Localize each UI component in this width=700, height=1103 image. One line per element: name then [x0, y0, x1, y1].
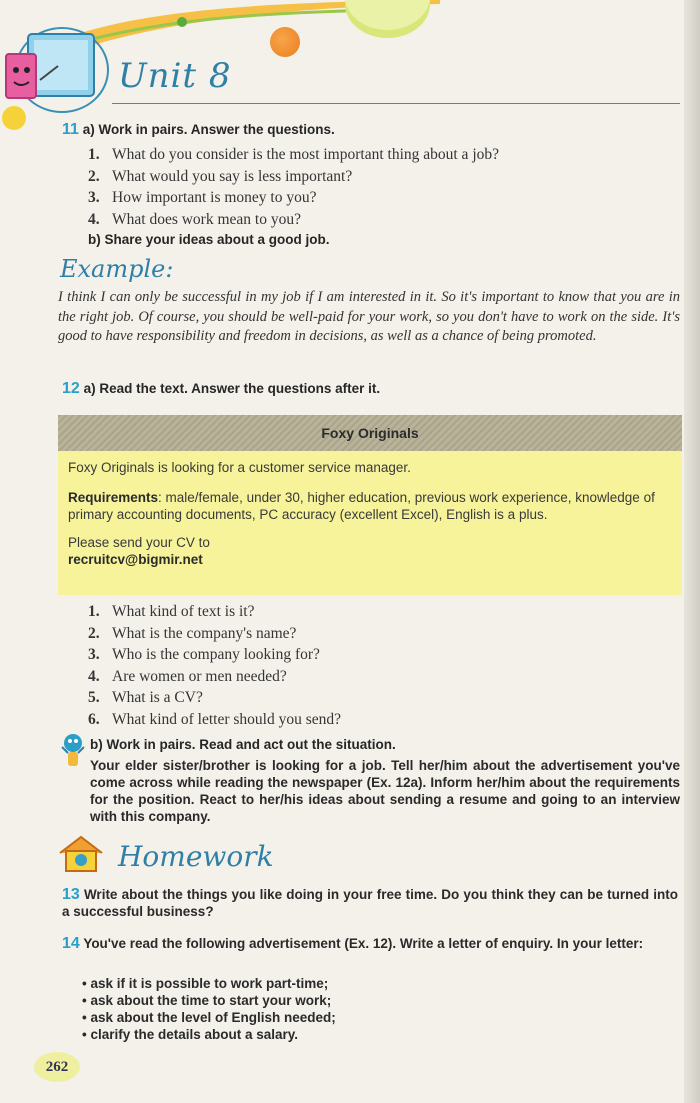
question-number: 1.: [88, 146, 100, 163]
unit-book-icon: [0, 20, 112, 135]
task-14-bullets: [82, 976, 336, 1044]
question-number: 2.: [88, 624, 100, 642]
task-number: 12: [62, 380, 80, 397]
task-13: [62, 886, 678, 920]
question-number: 4.: [88, 210, 100, 228]
task-instruction: a) Work in pairs. Answer the questions.: [82, 122, 335, 137]
question-number: 1.: [88, 603, 100, 620]
list-item: [88, 189, 499, 211]
homework-label: Homework: [118, 840, 274, 873]
list-item: [88, 603, 341, 625]
task-11-header: [62, 121, 335, 139]
homework-house-icon: [56, 833, 106, 873]
ad-requirements-label: Requirements: [68, 489, 159, 505]
pair-work-icon: [58, 733, 88, 773]
ad-send-text: Please send your CV to: [68, 534, 210, 550]
list-item: • clarify the details about a salary.: [82, 1027, 299, 1042]
list-item: [88, 646, 341, 668]
task-number: 11: [62, 121, 79, 138]
question-number: 3.: [88, 189, 100, 206]
task-number: 14: [62, 935, 80, 952]
ad-requirements: [68, 489, 672, 524]
question-text: Who is the company looking for?: [112, 646, 320, 663]
ad-title: Foxy Originals: [58, 415, 682, 451]
question-text: What is the company's name?: [112, 624, 297, 642]
task-11-b-instruction: b) Share your ideas about a good job.: [88, 232, 330, 247]
question-text: Are women or men needed?: [112, 667, 287, 685]
ad-intro: Foxy Originals is looking for a customer service manager.: [68, 460, 411, 475]
task-13-text: Write about the things you like doing in your free time. Do you think they can be turned into a successful business?: [62, 887, 678, 919]
list-item: [88, 689, 341, 711]
question-number: 5.: [88, 689, 100, 706]
list-item: • ask about the time to start your work;: [82, 993, 332, 1008]
task-12-b-instruction: b) Work in pairs. Read and act out the situation.: [90, 737, 396, 752]
question-number: 6.: [88, 710, 100, 728]
question-text: What does work mean to you?: [112, 210, 301, 228]
task-14-text: You've read the following advertisement (Ex. 12). Write a letter of enquiry. In your letter:: [83, 936, 644, 951]
advertisement-box: [58, 415, 682, 595]
question-number: 3.: [88, 646, 100, 663]
question-text: What is a CV?: [112, 689, 203, 706]
question-text: What kind of letter should you send?: [112, 710, 342, 728]
list-item: • ask about the level of English needed;: [82, 1010, 336, 1025]
list-item: [88, 668, 341, 690]
question-number: 4.: [88, 667, 100, 685]
list-item: [88, 625, 341, 647]
list-item: [88, 168, 499, 190]
task-11-questions: [88, 146, 499, 232]
ad-requirements-text: : male/female, under 30, higher education, previous work experience, knowledge of primary accounting documents, PC accuracy (excellent Excel), English is a plus.: [68, 489, 655, 522]
question-text: How important is money to you?: [112, 189, 317, 206]
question-text: What would you say is less important?: [112, 167, 353, 185]
page-edge: [684, 0, 700, 1103]
question-text: What do you consider is the most important thing about a job?: [112, 146, 500, 163]
page-number: 262: [34, 1052, 80, 1082]
question-number: 2.: [88, 167, 100, 185]
task-number: 13: [62, 886, 80, 903]
list-item: • ask if it is possible to work part-time;: [82, 976, 329, 991]
example-text: I think I can only be successful in my job if I am interested in it. So it's important to know that you are in the right job. Of course, you should be well-paid for your work, so you don't have to work on the side. It's good to have responsibility and freedom in decisions, as well as a chance of being promoted.: [58, 289, 680, 344]
task-14: [62, 935, 678, 952]
task-instruction: a) Read the text. Answer the questions after it.: [83, 381, 381, 396]
question-text: What kind of text is it?: [112, 603, 255, 620]
task-12-questions: [88, 603, 341, 732]
example-label: Example:: [60, 255, 174, 283]
decor-orange-dot: [270, 27, 300, 57]
ad-email: recruitcv@bigmir.net: [68, 552, 203, 567]
task-12-b-text: Your elder sister/brother is looking for a job. Tell her/him about the advertisement you've come across while reading the newspaper (Ex. 12a). Inform her/him about the requirements for the position. React to her/his ideas about sending a resume and going to an interview with this company.: [90, 758, 680, 824]
list-item: [88, 211, 499, 233]
list-item: [88, 711, 341, 733]
list-item: [88, 146, 499, 168]
unit-divider: [112, 103, 680, 104]
unit-title: Unit 8: [118, 56, 232, 96]
task-12-header: [62, 380, 380, 398]
